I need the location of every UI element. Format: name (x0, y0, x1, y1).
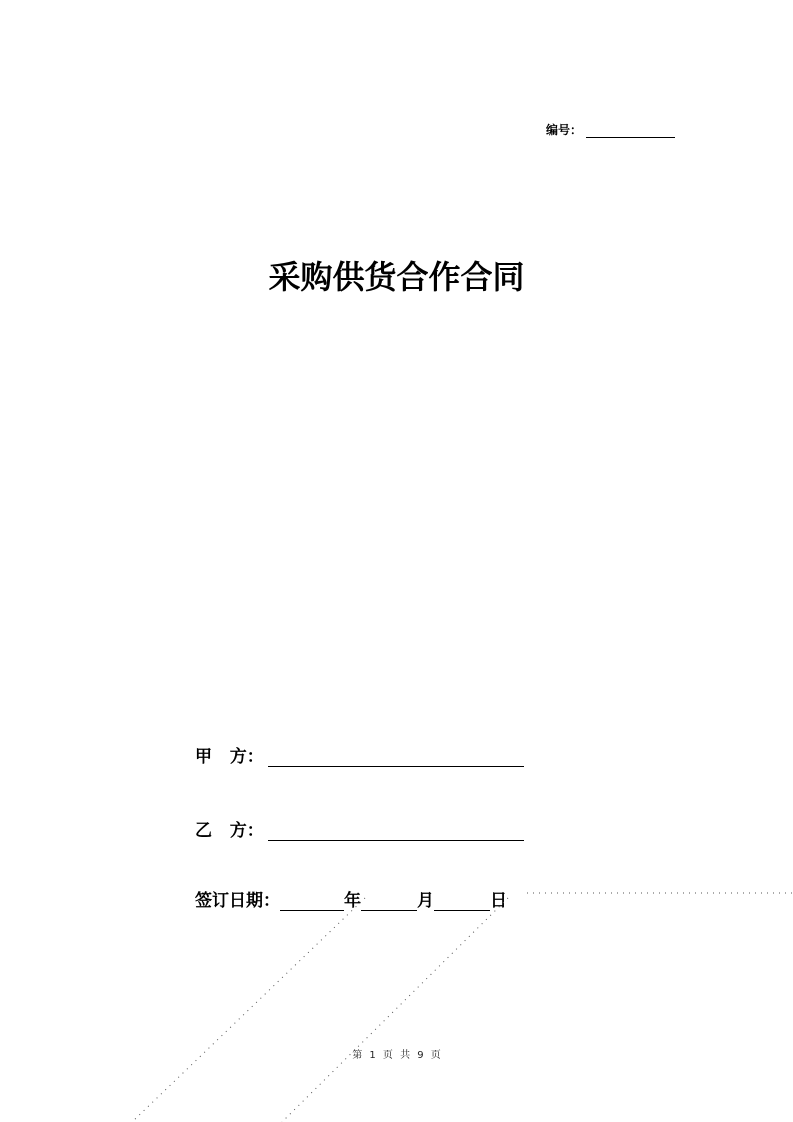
sign-date-label: 签订日期： (195, 891, 280, 911)
dotted-diagonal-line-left (132, 898, 365, 1122)
party-b-label: 乙 方： (195, 821, 264, 841)
month-unit-label: 月 (417, 891, 434, 911)
page-footer: 第 1 页 共 9 页 (352, 1050, 441, 1061)
day-unit-label: 日 (490, 891, 507, 911)
year-unit-label: 年 (344, 891, 361, 911)
dotted-diagonal-line-right (282, 898, 508, 1122)
party-a-label: 甲 方： (195, 747, 264, 767)
document-title: 采购供货合作合同 (268, 258, 525, 296)
contract-number-label: 编号： (546, 123, 583, 137)
